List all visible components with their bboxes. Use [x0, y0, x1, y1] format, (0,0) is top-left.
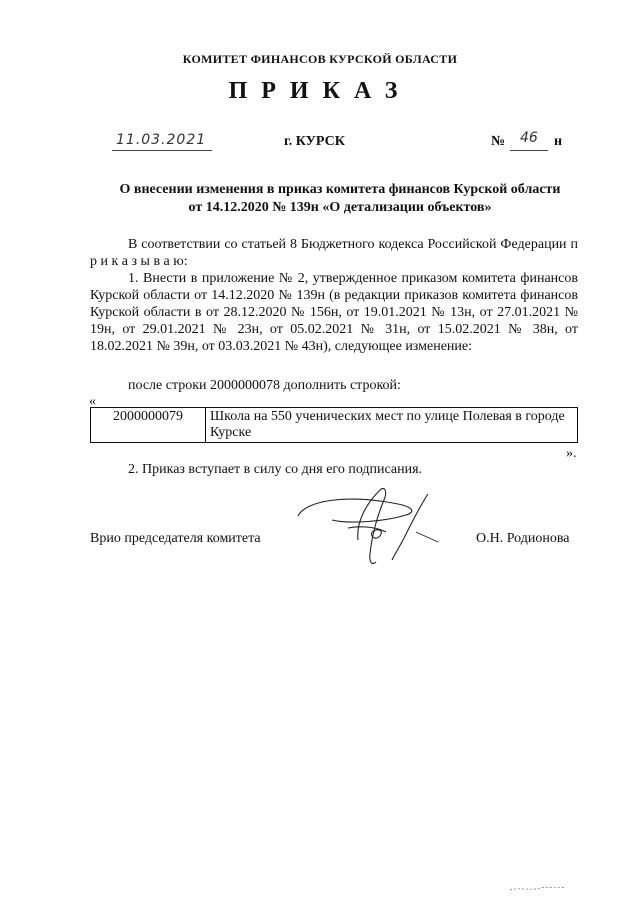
preamble-text: В соответствии со статьей 8 Бюджетного кодекса Российской Федерации п р и к а з ы в а ю:: [90, 237, 578, 269]
subject-line-2: от 14.12.2020 № 139н «О детализации объектов»: [188, 200, 492, 215]
paragraph-item-1: [90, 270, 578, 355]
signatory-name: О.Н. Родионова: [476, 531, 570, 546]
signatory-title: Врио председателя комитета: [90, 531, 261, 546]
date-underline: [112, 150, 212, 151]
number-suffix: н: [554, 134, 563, 149]
table-cell-code: 2000000079: [91, 408, 206, 443]
organization-name: КОМИТЕТ ФИНАНСОВ КУРСКОЙ ОБЛАСТИ: [182, 52, 458, 66]
document-title: ПРИКАЗ: [228, 78, 412, 104]
quote-close: ».: [566, 446, 577, 461]
table-row: [91, 408, 578, 443]
handwritten-date: 11.03.2021: [116, 132, 207, 148]
city: г. КУРСК: [284, 134, 345, 149]
handwritten-signature: [288, 482, 448, 572]
paragraph-item-2: [128, 461, 588, 478]
insert-table: [90, 407, 578, 443]
margin-scribble: [508, 884, 568, 894]
subject-line-1: О внесении изменения в приказ комитета финансов Курской области: [119, 182, 561, 197]
number-sign: №: [491, 134, 506, 149]
quote-open: «: [89, 394, 96, 409]
handwritten-number: 46: [520, 130, 538, 146]
table-cell-name: Школа на 550 ученических мест по улице Полевая в городе Курске: [206, 408, 578, 443]
paragraph-insert-instruction: после строки 2000000078 дополнить строкой:: [128, 378, 401, 393]
order-subject: [90, 181, 590, 217]
paragraph-preamble: [90, 236, 578, 270]
item-2-text: 2. Приказ вступает в силу со дня его подписания.: [128, 462, 423, 477]
item-1-text: 1. Внести в приложение № 2, утвержденное приказом комитета финансов Курской области от 14.12.2020 № 139н (в редакции приказов комитета финансов Курской области в от 28.12.2020 № 156н, от 19.01.2021 № 13н, от 27.01.2021 № 19н, от 29.01.2021 № 23н, от 05.02.2021 № 31н, от 15.02.2021 № 38н, от 18.02.2021 № 39н, от 03.03.2021 № 43н), следующее изменение:: [90, 271, 578, 354]
number-underline: [510, 150, 548, 151]
